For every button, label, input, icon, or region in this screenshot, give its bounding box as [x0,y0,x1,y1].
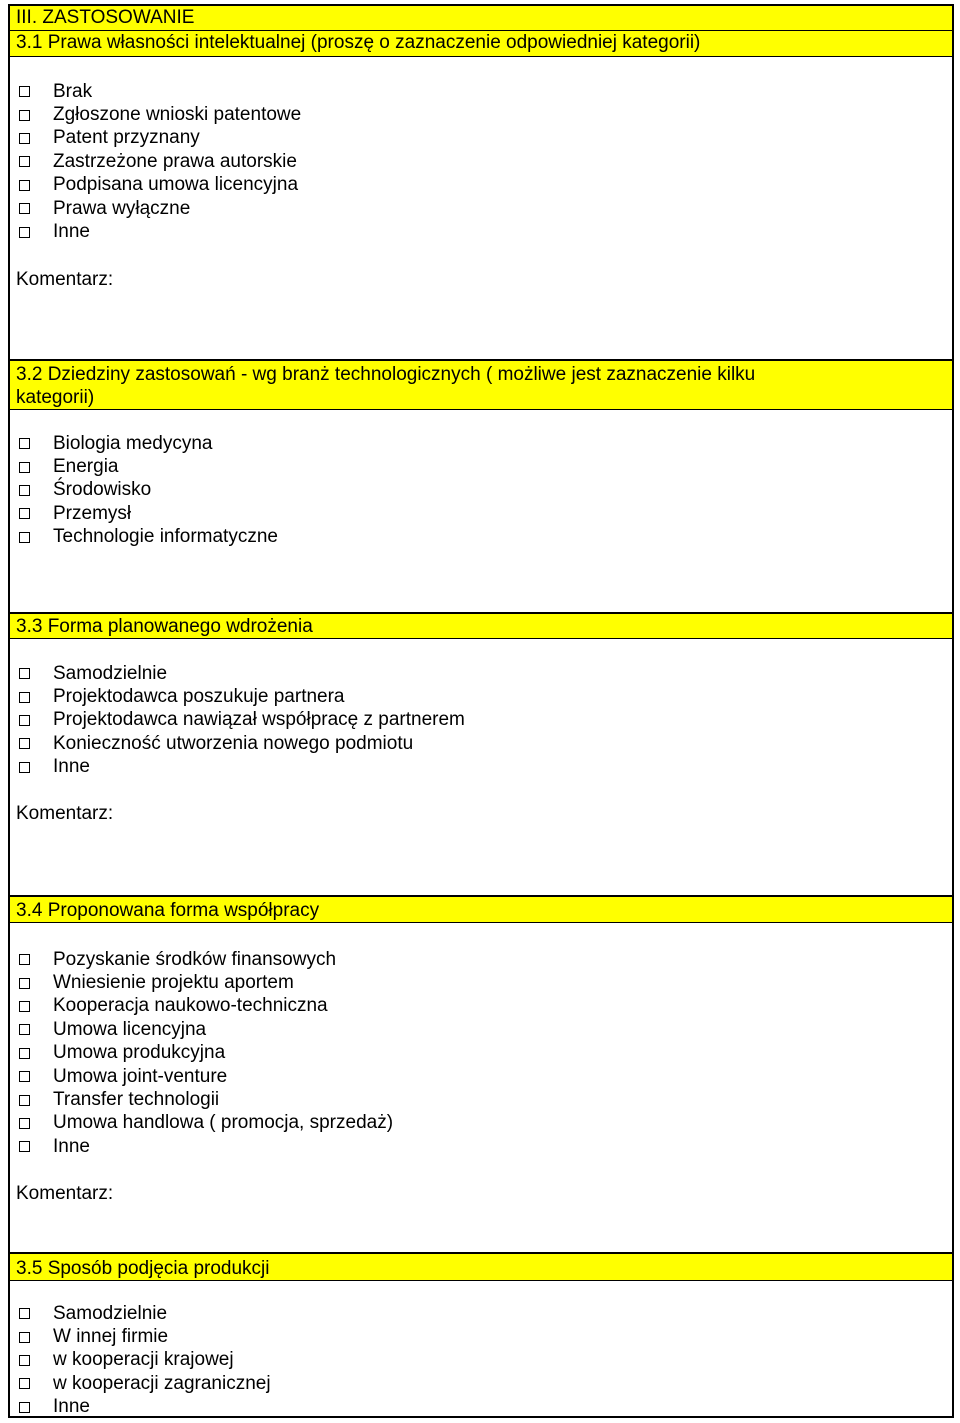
checkbox[interactable] [19,692,30,703]
checkbox[interactable] [19,1141,30,1152]
s3-option[interactable]: Projektodawca nawiązał współpracę z partnerem [16,709,465,732]
s1-options [16,80,301,244]
s5-option[interactable]: w kooperacji krajowej [16,1349,271,1372]
checkbox[interactable] [19,180,30,191]
checkbox[interactable] [19,462,30,473]
s1-title: 3.1 Prawa własności intelektualnej (proszę o zaznaczenie odpowiedniej kategorii) [10,31,952,57]
s1-option[interactable]: Zgłoszone wnioski patentowe [16,103,301,126]
checkbox[interactable] [19,668,30,679]
s4-option[interactable]: Umowa produkcyjna [16,1042,393,1065]
s2-option[interactable]: Biologia medycyna [16,432,278,455]
s3-option[interactable]: Konieczność utworzenia nowego podmiotu [16,732,465,755]
checkbox[interactable] [19,1118,30,1129]
checkbox[interactable] [19,1095,30,1106]
checkbox[interactable] [19,978,30,989]
s2-option[interactable]: Energia [16,455,278,478]
s4-comment-label: Komentarz: [16,1183,114,1204]
checkbox[interactable] [19,110,30,121]
s4-option[interactable]: Transfer technologii [16,1088,393,1111]
checkbox[interactable] [19,227,30,238]
s4-option[interactable]: Pozyskanie środków finansowych [16,948,393,971]
s4-option[interactable]: Inne [16,1135,393,1158]
s3-option[interactable]: Inne [16,756,465,779]
checkbox[interactable] [19,133,30,144]
s1-option[interactable]: Zastrzeżone prawa autorskie [16,150,301,173]
s4-options [16,948,393,1159]
s5-options [16,1302,271,1419]
checkbox[interactable] [19,762,30,773]
s5-option[interactable]: Inne [16,1396,271,1419]
section-title: III. ZASTOSOWANIE [10,6,952,31]
s3-comment-label: Komentarz: [16,803,114,824]
s1-option[interactable]: Inne [16,220,301,243]
checkbox[interactable] [19,1308,30,1319]
s4-option[interactable]: Umowa joint-venture [16,1065,393,1088]
checkbox[interactable] [19,156,30,167]
checkbox[interactable] [19,1024,30,1035]
application-form [8,4,954,1418]
s1-option[interactable]: Prawa wyłączne [16,197,301,220]
s2-option[interactable]: Środowisko [16,479,278,502]
checkbox[interactable] [19,1071,30,1082]
checkbox[interactable] [19,1402,30,1413]
s2-option[interactable]: Technologie informatyczne [16,526,278,549]
s5-option[interactable]: Samodzielnie [16,1302,271,1325]
s3-options [16,662,465,779]
s3-option[interactable]: Projektodawca poszukuje partnera [16,685,465,708]
checkbox[interactable] [19,1001,30,1012]
s3-option[interactable]: Samodzielnie [16,662,465,685]
s2-title-line1: 3.2 Dziedziny zastosowań - wg branż technologicznych ( możliwe jest zaznaczenie kilku [16,364,756,385]
s2-options [16,432,278,549]
s1-comment-label: Komentarz: [16,269,114,290]
checkbox[interactable] [19,532,30,543]
checkbox[interactable] [19,86,30,97]
checkbox[interactable] [19,203,30,214]
s5-option[interactable]: w kooperacji zagranicznej [16,1372,271,1395]
checkbox[interactable] [19,954,30,965]
checkbox[interactable] [19,1332,30,1343]
checkbox[interactable] [19,438,30,449]
s2-title-line2: kategorii) [16,387,95,408]
checkbox[interactable] [19,738,30,749]
s5-title: 3.5 Sposób podjęcia produkcji [10,1252,952,1281]
s4-title: 3.4 Proponowana forma współpracy [10,895,952,923]
s1-option[interactable]: Podpisana umowa licencyjna [16,174,301,197]
s5-option[interactable]: W innej firmie [16,1325,271,1348]
s4-option[interactable]: Umowa handlowa ( promocja, sprzedaż) [16,1112,393,1135]
s2-option[interactable]: Przemysł [16,502,278,525]
checkbox[interactable] [19,508,30,519]
checkbox[interactable] [19,485,30,496]
s4-option[interactable]: Umowa licencyjna [16,1018,393,1041]
checkbox[interactable] [19,1378,30,1389]
s4-option[interactable]: Kooperacja naukowo-techniczna [16,995,393,1018]
s2-title [10,359,952,410]
checkbox[interactable] [19,1048,30,1059]
s1-option[interactable]: Brak [16,80,301,103]
s4-option[interactable]: Wniesienie projektu aportem [16,971,393,994]
checkbox[interactable] [19,715,30,726]
s1-option[interactable]: Patent przyznany [16,127,301,150]
s3-title: 3.3 Forma planowanego wdrożenia [10,612,952,639]
checkbox[interactable] [19,1355,30,1366]
